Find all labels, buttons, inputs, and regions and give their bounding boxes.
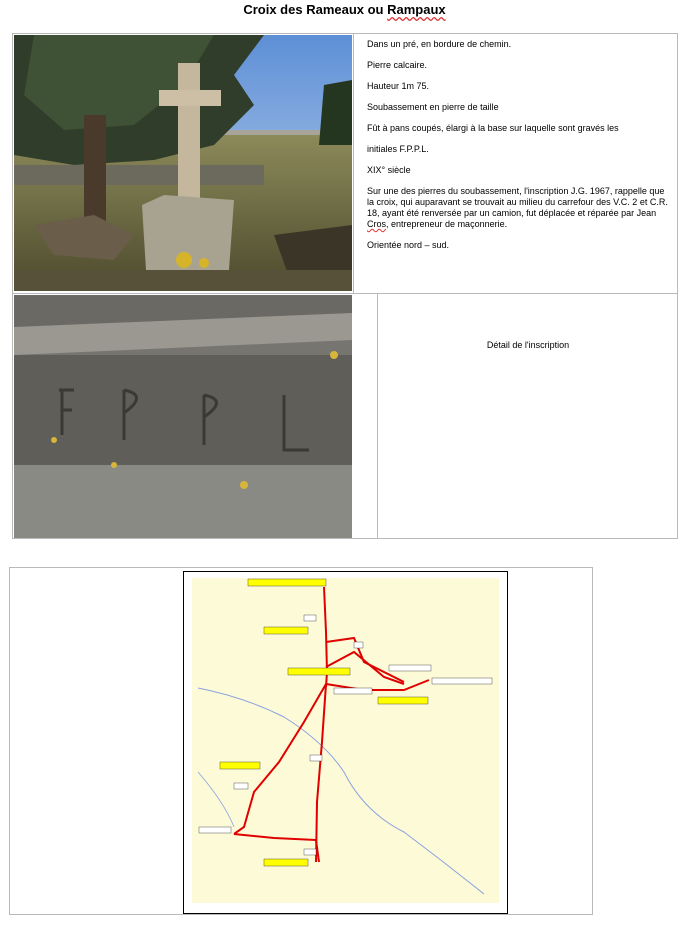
desc-material: Pierre calcaire. <box>367 60 428 70</box>
desc-history-a: Sur une des pierres du soubassement, l'inscription J.G. 1967, rappelle que la croix, qui auparavant se trouvait au milieu du carrefour des V.C. 2 et C.R. 18, ayant été renversée par un camion, fut déplacée et réparée par Jean <box>367 186 668 218</box>
desc-orientation: Orientée nord – sud. <box>367 240 450 250</box>
desc-history-c: , entrepreneur de maçonnerie. <box>386 219 508 229</box>
desc-initials: initiales F.P.P.L. <box>367 144 429 154</box>
inscription-photo <box>14 295 352 538</box>
description-text <box>367 39 673 261</box>
desc-history-b: Cros <box>367 219 387 229</box>
cross-photo <box>14 35 352 291</box>
table-divider <box>12 293 678 294</box>
desc-location: Dans un pré, en bordure de chemin. <box>367 39 512 49</box>
map-background <box>192 578 499 903</box>
page-title <box>0 2 689 17</box>
table-divider <box>377 293 378 539</box>
desc-shaft: Fût à pans coupés, élargi à la base sur laquelle sont gravés les <box>367 123 619 133</box>
detail-caption: Détail de l'inscription <box>486 340 570 350</box>
title-underlined: Rampaux <box>387 2 446 17</box>
table-divider <box>353 33 354 293</box>
route-map <box>183 571 508 914</box>
desc-century: XIX° siècle <box>367 165 411 175</box>
title-text: Croix des Rameaux ou <box>243 2 388 17</box>
desc-height: Hauteur 1m 75. <box>367 81 430 91</box>
desc-history <box>367 186 673 230</box>
desc-base: Soubassement en pierre de taille <box>367 102 499 112</box>
